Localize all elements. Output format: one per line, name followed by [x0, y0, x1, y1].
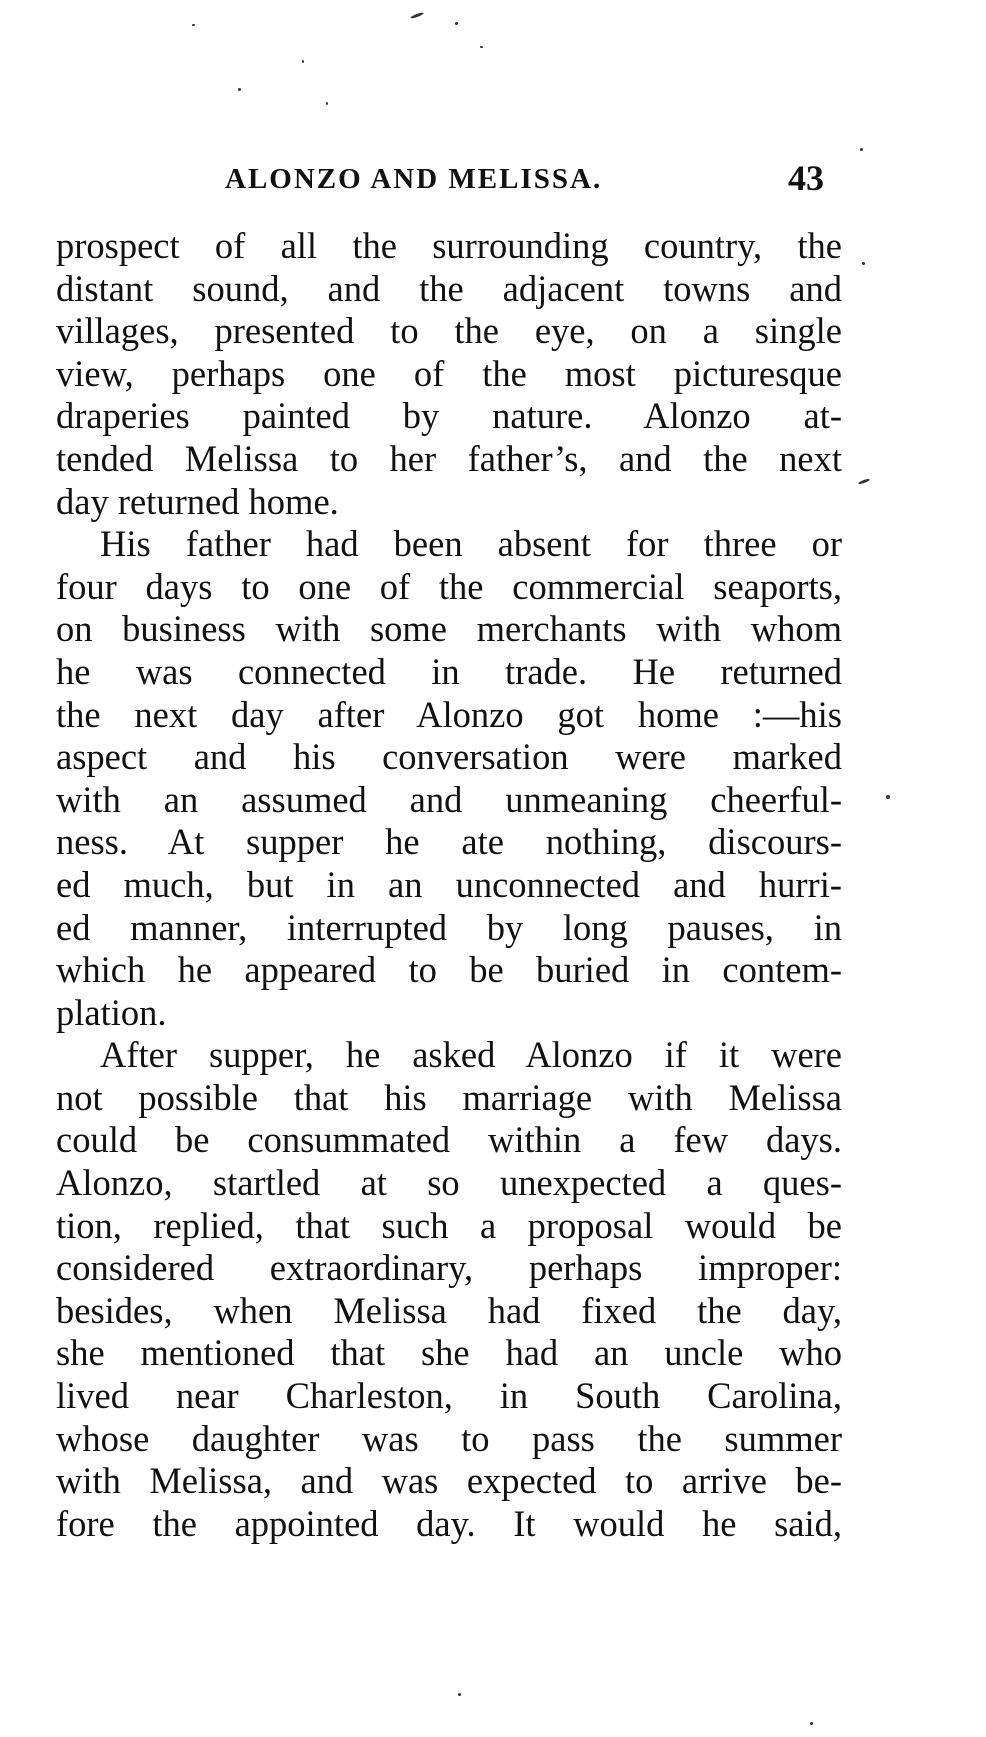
- paragraph: [56, 523, 842, 1034]
- text-line: His father had been absent for three or: [100, 523, 842, 565]
- text-line: she mentioned that she had an uncle who: [56, 1332, 842, 1374]
- ink-speck: [410, 12, 424, 20]
- ink-speck: [302, 60, 304, 63]
- text-line: not possible that his marriage with Melissa: [56, 1076, 842, 1118]
- ink-speck: [886, 795, 890, 799]
- ink-speck: [810, 1722, 813, 1725]
- body-text: [56, 225, 842, 1545]
- ink-speck: [455, 22, 458, 25]
- paragraph: [56, 225, 842, 523]
- text-line: lived near Charleston, in South Carolina,: [56, 1375, 842, 1417]
- ink-speck: [458, 1693, 461, 1696]
- page-number: 43: [788, 158, 824, 198]
- running-title: ALONZO AND MELISSA.: [225, 163, 603, 195]
- text-line: prospect of all the surrounding country, the: [56, 225, 842, 266]
- text-line: ed manner, interrupted by long pauses, in: [56, 906, 842, 948]
- ink-speck: [480, 46, 483, 48]
- paragraph: [56, 1034, 842, 1545]
- text-line: tended Melissa to her father’s, and the next: [56, 437, 842, 479]
- text-line: could be consummated within a few days.: [56, 1119, 842, 1161]
- ink-speck: [862, 262, 865, 265]
- ink-speck: [192, 24, 195, 26]
- text-line: villages, presented to the eye, on a single: [56, 310, 842, 352]
- text-line: aspect and his conversation were marked: [56, 736, 842, 778]
- text-line: view, perhaps one of the most picturesque: [56, 352, 842, 394]
- ink-speck: [326, 102, 328, 105]
- text-line: besides, when Melissa had fixed the day,: [56, 1289, 842, 1331]
- text-line: draperies painted by nature. Alonzo at-: [56, 395, 842, 437]
- text-line: whose daughter was to pass the summer: [56, 1417, 842, 1459]
- text-line: considered extraordinary, perhaps improper:: [56, 1247, 842, 1289]
- text-line: distant sound, and the adjacent towns and: [56, 267, 842, 309]
- text-line: four days to one of the commercial seaports,: [56, 565, 842, 607]
- text-line: plation.: [56, 991, 167, 1033]
- ink-speck: [238, 88, 241, 91]
- text-line: fore the appointed day. It would he said,: [56, 1502, 842, 1544]
- ink-speck: [858, 478, 870, 485]
- text-line: After supper, he asked Alonzo if it were: [100, 1034, 842, 1076]
- text-line: tion, replied, that such a proposal would be: [56, 1204, 842, 1246]
- text-line: the next day after Alonzo got home :—his: [56, 693, 842, 735]
- text-line: ed much, but in an unconnected and hurri-: [56, 863, 842, 905]
- ink-speck: [860, 148, 863, 151]
- text-line: Alonzo, startled at so unexpected a ques-: [56, 1162, 842, 1204]
- text-line: with an assumed and unmeaning cheerful-: [56, 778, 842, 820]
- text-line: which he appeared to be buried in contem-: [56, 949, 842, 991]
- text-line: on business with some merchants with whom: [56, 608, 842, 650]
- page-header: [0, 158, 986, 211]
- text-line: with Melissa, and was expected to arrive be-: [56, 1460, 842, 1502]
- text-line: day returned home.: [56, 480, 339, 522]
- text-line: ness. At supper he ate nothing, discours-: [56, 821, 842, 863]
- text-line: he was connected in trade. He returned: [56, 650, 842, 692]
